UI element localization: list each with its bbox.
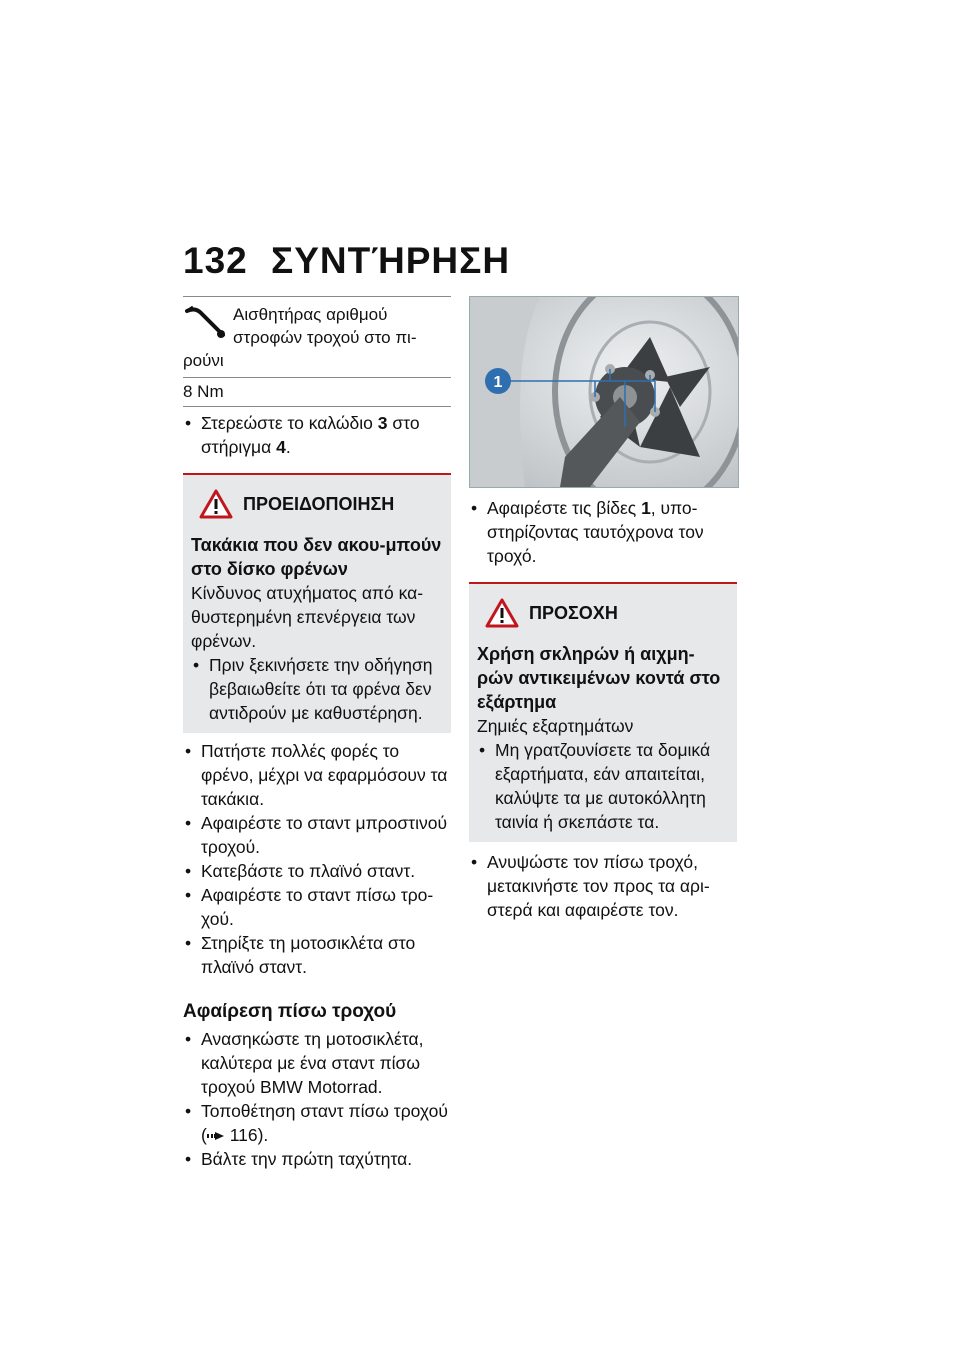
- warning-triangle-icon: [199, 489, 233, 519]
- warning-bullet: • Πριν ξεκινήσετε την οδήγηση βεβαιωθείτε ότι τα φρένα δεν αντιδρούν με καθυστέρηση.: [191, 653, 443, 725]
- step-remove-front-stand: • Αφαιρέστε το σταντ μπροστινού τροχού.: [183, 811, 451, 859]
- page-ref-arrow-icon: [207, 1130, 225, 1142]
- warning-bullets: [191, 653, 443, 725]
- step-secure-cable: • Στερεώστε το καλώδιο 3 στο στήριγμα 4.: [183, 411, 451, 459]
- steps-list-right-1: [469, 496, 737, 568]
- caution-triangle-icon: [485, 598, 519, 628]
- caution-title: ΠΡΟΣΟΧΗ: [529, 602, 618, 623]
- step-support-side-stand: • Στηρίξτε τη μοτοσικλέτα στο πλαϊνό σταντ.: [183, 931, 451, 979]
- torque-wrench-icon: [185, 305, 227, 341]
- page-number: 132: [183, 240, 248, 281]
- steps-list-2: [183, 739, 451, 979]
- torque-value: 8 Nm: [183, 382, 224, 401]
- steps-list-right-2: [469, 850, 737, 922]
- callout-label: 1: [493, 374, 503, 391]
- chapter-title: ΣΥΝΤΉΡΗΣΗ: [271, 240, 511, 281]
- torque-table: [183, 296, 451, 407]
- section-heading: Αφαίρεση πίσω τροχού: [183, 1001, 397, 1022]
- page-header: [183, 240, 510, 282]
- step-raise-motorcycle: • Ανασηκώστε τη μοτοσικλέτα, καλύτερα με ένα σταντ πίσω τροχού BMW Motorrad.: [183, 1027, 451, 1099]
- caution-subtitle: Χρήση σκληρών ή αιχμη-ρών αντικειμένων κοντά στο εξάρτημα: [477, 644, 721, 712]
- step-lower-side-stand: • Κατεβάστε το πλαϊνό σταντ.: [183, 859, 451, 883]
- warning-description: Κίνδυνος ατυχήματος από κα-θυστερημένη επενέργεια των φρένων.: [191, 583, 424, 651]
- warning-box: [183, 473, 451, 733]
- rear-wheel-photo: [469, 296, 739, 488]
- step-lift-rear-wheel: • Ανυψώστε τον πίσω τροχό, μετακινήστε τον προς τα αρι-στερά και αφαιρέστε τον.: [469, 850, 737, 922]
- step-remove-bolts: • Αφαιρέστε τις βίδες 1, υπο-στηρίζοντας ταυτόχρονα τον τροχό.: [469, 496, 737, 568]
- torque-name-line-2: στροφών τροχού στο πι-: [233, 328, 417, 347]
- torque-name-line-1: Αισθητήρας αριθμού: [233, 305, 388, 324]
- steps-list-3: [183, 1027, 451, 1171]
- left-column: [183, 296, 451, 1171]
- caution-description: Ζημιές εξαρτημάτων: [477, 716, 634, 736]
- torque-name-line-3: ρούνι: [183, 351, 224, 370]
- step-rear-stand-ref: • Τοποθέτηση σταντ πίσω τροχού ( 116).: [183, 1099, 451, 1147]
- caution-bullets: [477, 738, 729, 834]
- caution-bullet: • Μη γρατζουνίσετε τα δομικά εξαρτήματα, εάν απαιτείται, καλύψτε τα με αυτοκόλλητη ταινία ή σκεπάστε τα.: [477, 738, 729, 834]
- step-remove-rear-stand: • Αφαιρέστε το σταντ πίσω τρο-χού.: [183, 883, 451, 931]
- right-column: [469, 296, 737, 922]
- warning-subtitle: Τακάκια που δεν ακου-μπούν στο δίσκο φρένων: [191, 535, 442, 579]
- caution-box: [469, 582, 737, 842]
- rear-wheel-illustration: [470, 297, 738, 487]
- steps-list-1: [183, 411, 451, 459]
- warning-title: ΠΡΟΕΙΔΟΠΟΙΗΣΗ: [243, 493, 395, 514]
- torque-name-cell: [183, 297, 451, 378]
- step-first-gear: • Βάλτε την πρώτη ταχύτητα.: [183, 1147, 451, 1171]
- step-brake: • Πατήστε πολλές φορές το φρένο, μέχρι να εφαρμόσουν τα τακάκια.: [183, 739, 451, 811]
